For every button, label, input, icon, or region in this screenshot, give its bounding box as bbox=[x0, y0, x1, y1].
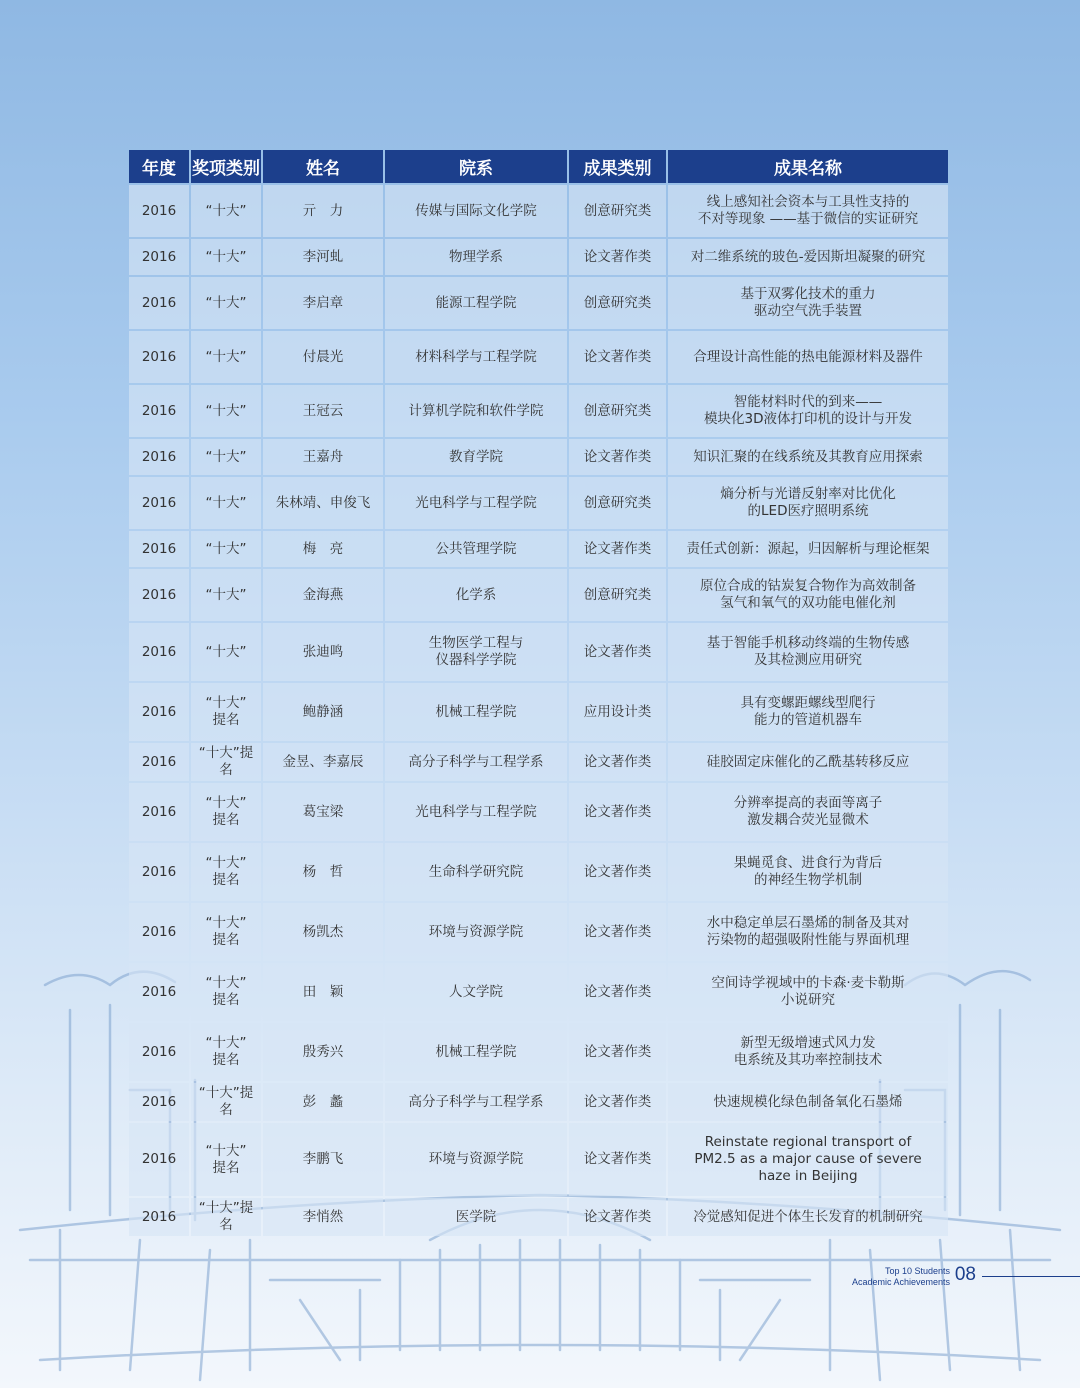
cell-department: 机械工程学院 bbox=[385, 1023, 567, 1081]
table-row bbox=[129, 277, 948, 329]
cell-department: 材料科学与工程学院 bbox=[385, 331, 567, 383]
table-row bbox=[129, 331, 948, 383]
cell-name: 李悄然 bbox=[263, 1198, 383, 1236]
cell-year: 2016 bbox=[129, 1123, 189, 1196]
cell-achievement-title: 具有变螺距螺线型爬行 能力的管道机器车 bbox=[668, 683, 948, 741]
cell-achievement-title: 冷觉感知促进个体生长发育的机制研究 bbox=[668, 1198, 948, 1236]
cell-name: 亓 力 bbox=[263, 185, 383, 237]
cell-name: 李河虬 bbox=[263, 239, 383, 275]
cell-name: 王冠云 bbox=[263, 385, 383, 437]
cell-achievement-title: 原位合成的钴炭复合物作为高效制备 氢气和氧气的双功能电催化剂 bbox=[668, 569, 948, 621]
cell-name: 杨凯杰 bbox=[263, 903, 383, 961]
cell-department: 高分子科学与工程学系 bbox=[385, 743, 567, 781]
cell-achievement-type: 论文著作类 bbox=[569, 1023, 666, 1081]
awards-table bbox=[127, 148, 950, 1238]
cell-name: 李启章 bbox=[263, 277, 383, 329]
cell-department: 公共管理学院 bbox=[385, 531, 567, 567]
table-header-row bbox=[129, 150, 948, 183]
cell-name: 葛宝梁 bbox=[263, 783, 383, 841]
cell-award-type: “十大” bbox=[191, 569, 261, 621]
table-row bbox=[129, 1083, 948, 1121]
cell-name: 李鹏飞 bbox=[263, 1123, 383, 1196]
footer-line-1: Top 10 Students bbox=[884, 1266, 950, 1276]
cell-year: 2016 bbox=[129, 239, 189, 275]
cell-achievement-type: 创意研究类 bbox=[569, 569, 666, 621]
cell-award-type: “十大” bbox=[191, 531, 261, 567]
cell-achievement-title: 知识汇聚的在线系统及其教育应用探索 bbox=[668, 439, 948, 475]
header-achievement-type: 成果类别 bbox=[569, 150, 666, 183]
cell-year: 2016 bbox=[129, 1198, 189, 1236]
cell-award-type: “十大”提名 bbox=[191, 1083, 261, 1121]
cell-achievement-type: 论文著作类 bbox=[569, 1198, 666, 1236]
cell-year: 2016 bbox=[129, 783, 189, 841]
cell-achievement-title: 基于智能手机移动终端的生物传感 及其检测应用研究 bbox=[668, 623, 948, 681]
cell-department: 传媒与国际文化学院 bbox=[385, 185, 567, 237]
cell-achievement-title: 果蝇觅食、进食行为背后 的神经生物学机制 bbox=[668, 843, 948, 901]
cell-name: 朱林靖、申俊飞 bbox=[263, 477, 383, 529]
cell-department: 医学院 bbox=[385, 1198, 567, 1236]
cell-year: 2016 bbox=[129, 903, 189, 961]
footer-caption bbox=[852, 1266, 950, 1288]
cell-year: 2016 bbox=[129, 1083, 189, 1121]
table-row bbox=[129, 439, 948, 475]
cell-year: 2016 bbox=[129, 843, 189, 901]
table-row bbox=[129, 569, 948, 621]
cell-achievement-type: 论文著作类 bbox=[569, 239, 666, 275]
cell-achievement-type: 论文著作类 bbox=[569, 331, 666, 383]
cell-achievement-title: 空间诗学视域中的卡森·麦卡勒斯 小说研究 bbox=[668, 963, 948, 1021]
cell-achievement-type: 论文著作类 bbox=[569, 1083, 666, 1121]
cell-achievement-type: 论文著作类 bbox=[569, 623, 666, 681]
cell-award-type: “十大” 提名 bbox=[191, 683, 261, 741]
cell-year: 2016 bbox=[129, 531, 189, 567]
cell-award-type: “十大”提名 bbox=[191, 1198, 261, 1236]
cell-award-type: “十大” 提名 bbox=[191, 1023, 261, 1081]
cell-name: 梅 亮 bbox=[263, 531, 383, 567]
cell-department: 机械工程学院 bbox=[385, 683, 567, 741]
cell-award-type: “十大” 提名 bbox=[191, 1123, 261, 1196]
cell-award-type: “十大” bbox=[191, 277, 261, 329]
cell-achievement-title: 分辨率提高的表面等离子 激发耦合荧光显微术 bbox=[668, 783, 948, 841]
cell-award-type: “十大” 提名 bbox=[191, 783, 261, 841]
cell-achievement-type: 创意研究类 bbox=[569, 385, 666, 437]
cell-award-type: “十大” bbox=[191, 623, 261, 681]
cell-achievement-type: 论文著作类 bbox=[569, 743, 666, 781]
cell-year: 2016 bbox=[129, 385, 189, 437]
cell-year: 2016 bbox=[129, 743, 189, 781]
cell-year: 2016 bbox=[129, 1023, 189, 1081]
header-department: 院系 bbox=[385, 150, 567, 183]
cell-achievement-type: 论文著作类 bbox=[569, 1123, 666, 1196]
table-row bbox=[129, 843, 948, 901]
table-row bbox=[129, 623, 948, 681]
table-row bbox=[129, 1123, 948, 1196]
table-row bbox=[129, 903, 948, 961]
cell-department: 高分子科学与工程学系 bbox=[385, 1083, 567, 1121]
table-row bbox=[129, 239, 948, 275]
cell-award-type: “十大” bbox=[191, 477, 261, 529]
cell-achievement-title: 责任式创新：源起，归因解析与理论框架 bbox=[668, 531, 948, 567]
header-year: 年度 bbox=[129, 150, 189, 183]
cell-award-type: “十大” 提名 bbox=[191, 963, 261, 1021]
cell-achievement-title: 基于双雾化技术的重力 驱动空气洗手装置 bbox=[668, 277, 948, 329]
cell-year: 2016 bbox=[129, 683, 189, 741]
cell-name: 杨 哲 bbox=[263, 843, 383, 901]
table-row bbox=[129, 683, 948, 741]
table-row bbox=[129, 743, 948, 781]
cell-achievement-title: 快速规模化绿色制备氧化石墨烯 bbox=[668, 1083, 948, 1121]
cell-achievement-title: 硅胶固定床催化的乙酰基转移反应 bbox=[668, 743, 948, 781]
cell-year: 2016 bbox=[129, 277, 189, 329]
cell-name: 殷秀兴 bbox=[263, 1023, 383, 1081]
table-row bbox=[129, 477, 948, 529]
cell-name: 金海燕 bbox=[263, 569, 383, 621]
cell-department: 物理学系 bbox=[385, 239, 567, 275]
cell-name: 田 颖 bbox=[263, 963, 383, 1021]
cell-achievement-title: 新型无级增速式风力发 电系统及其功率控制技术 bbox=[668, 1023, 948, 1081]
cell-achievement-title: 水中稳定单层石墨烯的制备及其对 污染物的超强吸附性能与界面机理 bbox=[668, 903, 948, 961]
footer-line-2: Academic Achievements bbox=[851, 1277, 950, 1287]
cell-award-type: “十大” bbox=[191, 331, 261, 383]
cell-achievement-type: 创意研究类 bbox=[569, 185, 666, 237]
cell-award-type: “十大”提名 bbox=[191, 743, 261, 781]
cell-award-type: “十大” bbox=[191, 239, 261, 275]
cell-achievement-type: 论文著作类 bbox=[569, 531, 666, 567]
cell-department: 人文学院 bbox=[385, 963, 567, 1021]
cell-achievement-title: 对二维系统的玻色-爱因斯坦凝聚的研究 bbox=[668, 239, 948, 275]
cell-achievement-type: 论文著作类 bbox=[569, 843, 666, 901]
cell-year: 2016 bbox=[129, 439, 189, 475]
cell-year: 2016 bbox=[129, 569, 189, 621]
cell-achievement-type: 创意研究类 bbox=[569, 477, 666, 529]
cell-achievement-type: 论文著作类 bbox=[569, 903, 666, 961]
cell-award-type: “十大” 提名 bbox=[191, 903, 261, 961]
cell-achievement-type: 论文著作类 bbox=[569, 963, 666, 1021]
cell-department: 光电科学与工程学院 bbox=[385, 783, 567, 841]
cell-department: 计算机学院和软件学院 bbox=[385, 385, 567, 437]
cell-award-type: “十大” bbox=[191, 439, 261, 475]
cell-achievement-title: 线上感知社会资本与工具性支持的 不对等现象 ——基于微信的实证研究 bbox=[668, 185, 948, 237]
table-row bbox=[129, 1198, 948, 1236]
page-number: 08 bbox=[954, 1264, 976, 1285]
cell-name: 鲍静涵 bbox=[263, 683, 383, 741]
table-row bbox=[129, 185, 948, 237]
cell-year: 2016 bbox=[129, 963, 189, 1021]
table-row bbox=[129, 1023, 948, 1081]
cell-year: 2016 bbox=[129, 477, 189, 529]
cell-department: 环境与资源学院 bbox=[385, 903, 567, 961]
header-name: 姓名 bbox=[263, 150, 383, 183]
cell-award-type: “十大” bbox=[191, 385, 261, 437]
cell-name: 王嘉舟 bbox=[263, 439, 383, 475]
cell-achievement-title: 熵分析与光谱反射率对比优化 的LED医疗照明系统 bbox=[668, 477, 948, 529]
cell-achievement-type: 创意研究类 bbox=[569, 277, 666, 329]
cell-achievement-title: Reinstate regional transport of PM2.5 as a major cause of severe haze in Beijing bbox=[668, 1123, 948, 1196]
awards-table-container bbox=[127, 148, 950, 1238]
cell-department: 光电科学与工程学院 bbox=[385, 477, 567, 529]
cell-department: 能源工程学院 bbox=[385, 277, 567, 329]
cell-year: 2016 bbox=[129, 623, 189, 681]
table-row bbox=[129, 531, 948, 567]
header-achievement-title: 成果名称 bbox=[668, 150, 948, 183]
table-row bbox=[129, 963, 948, 1021]
table-row bbox=[129, 385, 948, 437]
cell-name: 金昱、李嘉辰 bbox=[263, 743, 383, 781]
cell-award-type: “十大” bbox=[191, 185, 261, 237]
cell-achievement-title: 智能材料时代的到来—— 模块化3D液体打印机的设计与开发 bbox=[668, 385, 948, 437]
cell-department: 环境与资源学院 bbox=[385, 1123, 567, 1196]
cell-department: 化学系 bbox=[385, 569, 567, 621]
page-footer bbox=[830, 1262, 1080, 1292]
cell-achievement-title: 合理设计高性能的热电能源材料及器件 bbox=[668, 331, 948, 383]
cell-year: 2016 bbox=[129, 185, 189, 237]
cell-name: 彭 蠡 bbox=[263, 1083, 383, 1121]
footer-rule bbox=[982, 1276, 1080, 1277]
cell-department: 生物医学工程与 仪器科学学院 bbox=[385, 623, 567, 681]
cell-achievement-type: 论文著作类 bbox=[569, 439, 666, 475]
cell-award-type: “十大” 提名 bbox=[191, 843, 261, 901]
cell-department: 生命科学研究院 bbox=[385, 843, 567, 901]
table-row bbox=[129, 783, 948, 841]
cell-achievement-type: 应用设计类 bbox=[569, 683, 666, 741]
cell-achievement-type: 论文著作类 bbox=[569, 783, 666, 841]
cell-name: 张迪鸣 bbox=[263, 623, 383, 681]
cell-department: 教育学院 bbox=[385, 439, 567, 475]
header-award-type: 奖项类别 bbox=[191, 150, 261, 183]
cell-year: 2016 bbox=[129, 331, 189, 383]
cell-name: 付晨光 bbox=[263, 331, 383, 383]
